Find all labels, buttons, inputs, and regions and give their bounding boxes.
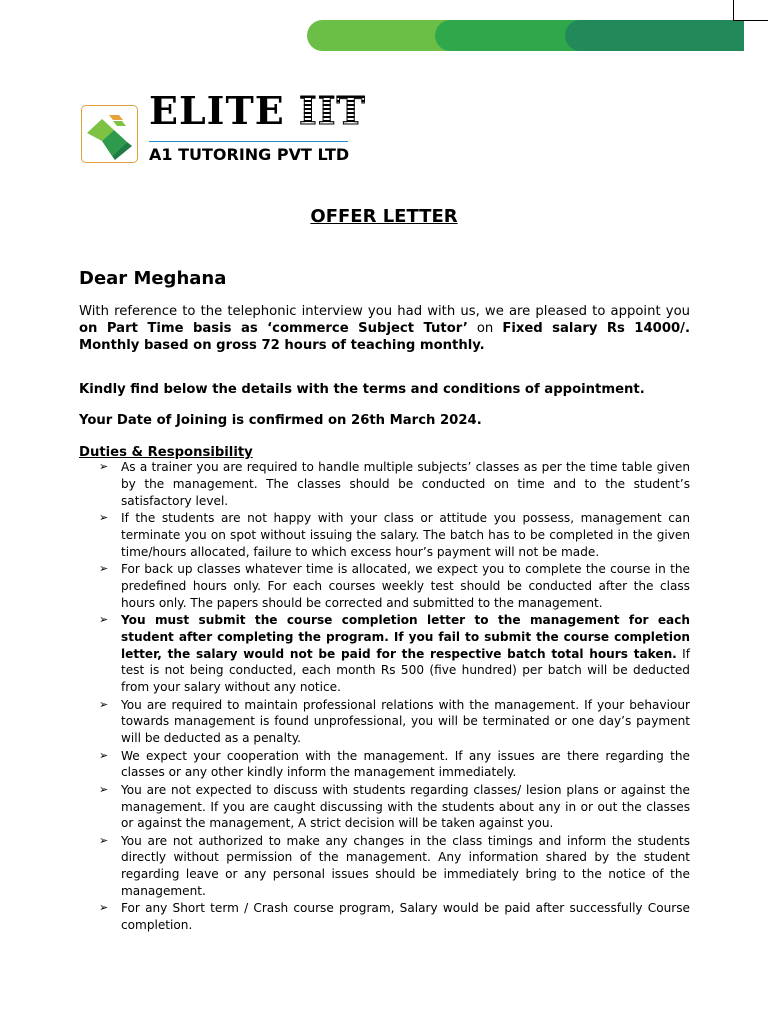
duty-text: As a trainer you are required to handle multiple subjects’ classes as per the time table given by the management. The classes should be conducted on time and to the student’s satisfactory level.	[121, 460, 690, 508]
intro-text: With reference to the telephonic interview you had with us, we are pleased to appoint you	[79, 304, 690, 319]
brand-name-iit: IIT	[298, 88, 366, 133]
banner-band-dark	[565, 20, 744, 51]
brand-name-elite: ELITE	[149, 88, 285, 133]
arrow-bullet-icon: ➢	[99, 697, 109, 711]
intro-position: on Part Time basis as ‘commerce Subject Tutor’	[79, 321, 468, 336]
list-item	[79, 900, 690, 934]
duty-text: You are not expected to discuss with students regarding classes/ lesion plans or against the management. If you are caught discussing with the students about any in or out the classes or against the management, A strict decision will be taken against you.	[121, 782, 690, 831]
intro-salary: Fixed salary Rs 14000/. Monthly based on gross 72 hours of teaching monthly.	[79, 321, 691, 353]
crop-mark	[733, 20, 768, 21]
duty-text: We expect your cooperation with the management. If any issues are there regarding the classes or any other kindly inform the management immediately.	[121, 748, 690, 780]
arrow-bullet-icon: ➢	[99, 833, 109, 847]
arrow-bullet-icon: ➢	[99, 460, 109, 473]
list-item	[79, 833, 690, 900]
brand-subtitle: A1 TUTORING PVT LTD	[149, 145, 350, 164]
arrow-bullet-icon: ➢	[99, 782, 109, 796]
arrow-bullet-icon: ➢	[99, 612, 109, 626]
duty-text: You are required to maintain professional relations with the management. If your behaviour towards management is found unprofessional, you will be terminated or one day’s payment will be deducted as a penalty.	[121, 697, 690, 746]
duties-list	[79, 459, 690, 935]
arrow-bullet-icon: ➢	[99, 901, 109, 915]
duty-text: For back up classes whatever time is allocated, we expect you to complete the course in the predefined hours only. For each courses weekly test should be conducted after the class hours only. The papers should be corrected and submitted to the management.	[121, 561, 690, 610]
list-item	[79, 459, 690, 509]
list-item	[79, 748, 690, 782]
list-item	[79, 697, 690, 747]
brand-name	[149, 88, 366, 134]
joining-date: Your Date of Joining is confirmed on 26th March 2024.	[79, 413, 482, 428]
duty-bold-text: You must submit the course completion letter to the management for each student after completing the program. If you fail to submit the course completion letter, the salary would not be paid for the respective batch total hours taken.	[121, 612, 690, 661]
arrow-bullet-icon: ➢	[99, 561, 109, 575]
salutation: Dear Meghana	[79, 268, 227, 289]
arrow-bullet-icon: ➢	[99, 748, 109, 762]
logo-emblem-icon	[82, 106, 137, 162]
duty-text: You are not authorized to make any changes in the class timings and inform the students directly without permission of the management. Any information shared by the student regarding leave or any personal issues should be immediately bring to the notice of the management.	[121, 833, 690, 899]
header-banner	[307, 20, 744, 51]
brand-divider	[149, 141, 348, 142]
intro-paragraph	[79, 303, 690, 354]
list-item	[79, 561, 690, 611]
intro-text: on	[467, 321, 503, 336]
duty-text: If test is not being conducted, each month Rs 500 (five hundred) per batch will be deducted from your salary without any notice.	[121, 646, 690, 695]
company-logo	[81, 105, 138, 163]
duty-text: For any Short term / Crash course program, Salary would be paid after successfully Course completion.	[121, 901, 690, 933]
letter-title: OFFER LETTER	[310, 206, 458, 227]
duty-text: If the students are not happy with your class or attitude you possess, management can terminate you on spot without issuing the salary. The batch has to be completed in the given time/hours allocated, failure to which excess hour’s payment will not be made.	[121, 510, 690, 559]
list-item	[79, 782, 690, 832]
duties-heading: Duties & Responsibility	[79, 445, 253, 460]
crop-mark	[733, 0, 734, 20]
list-item	[79, 612, 690, 696]
list-item	[79, 510, 690, 560]
terms-intro: Kindly find below the details with the terms and conditions of appointment.	[79, 382, 645, 397]
arrow-bullet-icon: ➢	[99, 510, 109, 524]
